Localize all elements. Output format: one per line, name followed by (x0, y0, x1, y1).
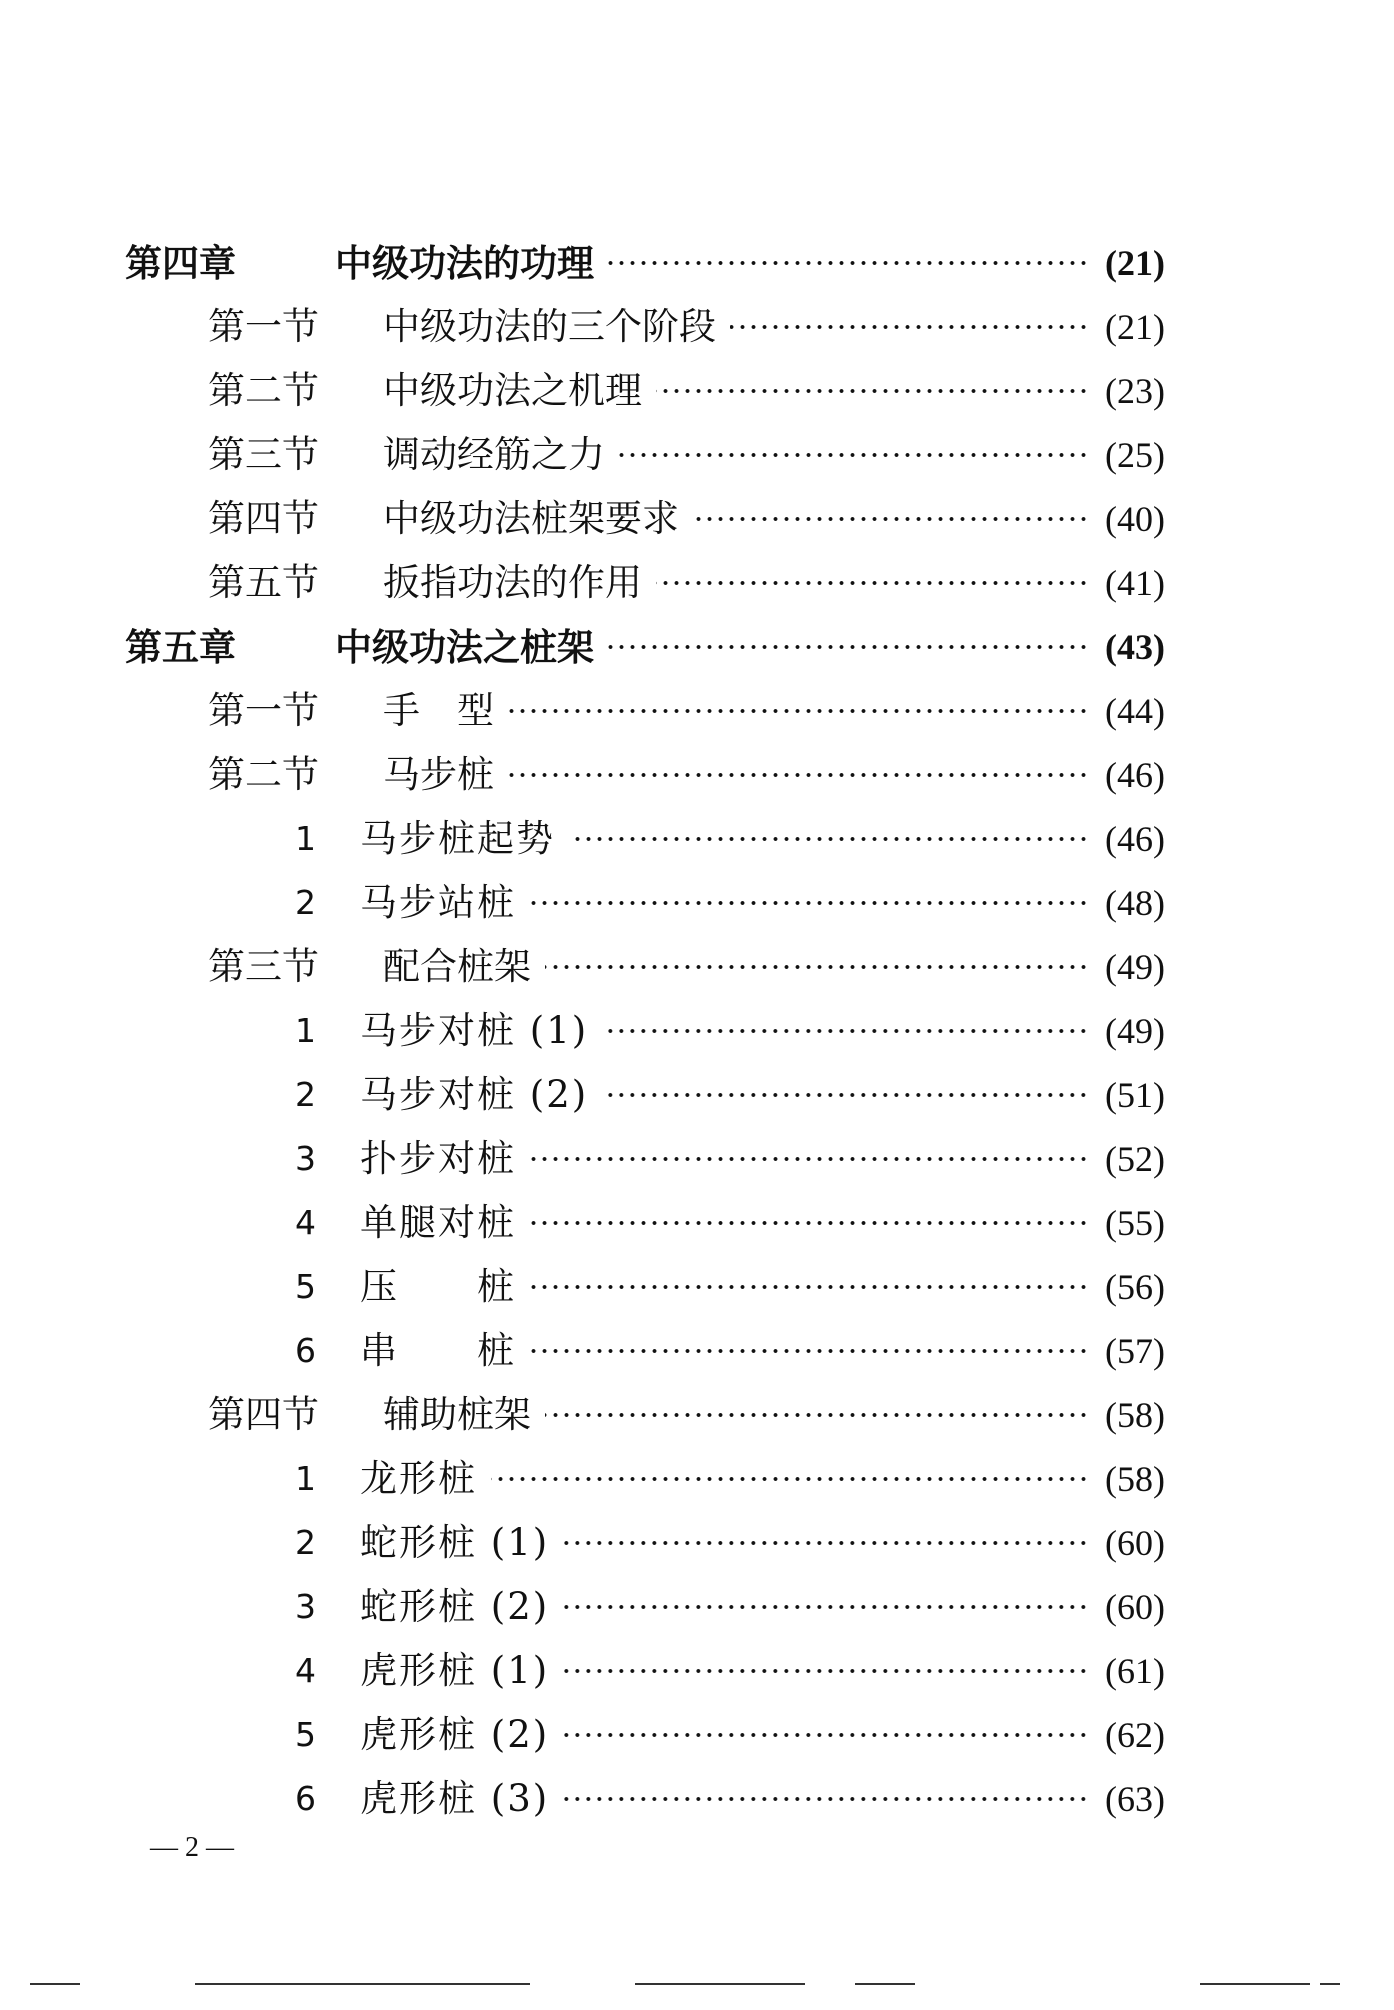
page-ref: (44) (1105, 691, 1165, 731)
item-number: 5 (295, 1715, 316, 1754)
chapter-number: 第四章 (125, 241, 236, 285)
toc-entry-item[interactable] (295, 1198, 1165, 1248)
dot-leader (563, 1732, 1089, 1738)
toc-entry-section[interactable] (208, 1390, 1165, 1440)
toc-entry-item[interactable] (295, 814, 1165, 864)
dot-leader (530, 1220, 1089, 1226)
page-ref: (58) (1105, 1395, 1165, 1435)
toc-entry-section[interactable] (208, 558, 1165, 608)
page-ref: (40) (1105, 499, 1165, 539)
section-number: 第五节 (208, 561, 319, 604)
dot-leader (602, 1028, 1089, 1034)
section-number: 第一节 (208, 689, 319, 732)
dot-leader (563, 1604, 1089, 1610)
toc-entry-item[interactable] (295, 1262, 1165, 1312)
dot-leader (608, 260, 1089, 266)
entry-title: 蛇形桩 (2) (360, 1585, 550, 1628)
page-ref: (49) (1105, 1011, 1165, 1051)
page-ref: (57) (1105, 1331, 1165, 1371)
page-ref: (46) (1105, 819, 1165, 859)
item-number: 2 (295, 883, 316, 922)
toc-entry-chapter[interactable] (125, 238, 1165, 288)
dot-leader (530, 1156, 1089, 1162)
entry-title: 马步对桩 (2) (360, 1073, 589, 1116)
toc-entry-section[interactable] (208, 302, 1165, 352)
page-ref: (61) (1105, 1651, 1165, 1691)
entry-title: 串 桩 (360, 1329, 516, 1372)
toc-entry-item[interactable] (295, 1326, 1165, 1376)
scan-edge-line (855, 1983, 915, 1985)
dot-leader (545, 964, 1089, 970)
chapter-number: 第五章 (125, 625, 236, 669)
toc-entry-section[interactable] (208, 494, 1165, 544)
item-number: 4 (295, 1651, 316, 1690)
item-number: 6 (295, 1331, 316, 1370)
toc-entry-item[interactable] (295, 1006, 1165, 1056)
dot-leader (530, 1348, 1089, 1354)
dot-leader (530, 900, 1089, 906)
item-number: 1 (295, 819, 316, 858)
section-number: 第三节 (208, 433, 319, 476)
entry-title: 扳指功法的作用 (383, 561, 642, 604)
entry-title: 虎形桩 (2) (360, 1713, 550, 1756)
page-ref: (49) (1105, 947, 1165, 987)
entry-title: 扑步对桩 (360, 1137, 516, 1180)
dot-leader (656, 580, 1089, 586)
entry-title: 手 型 (383, 689, 494, 732)
dot-leader (563, 1540, 1089, 1546)
toc-entry-section[interactable] (208, 366, 1165, 416)
dot-leader (693, 516, 1089, 522)
section-number: 第四节 (208, 497, 319, 540)
scan-edge-line (30, 1983, 80, 1985)
item-number: 2 (295, 1075, 316, 1114)
page-ref: (43) (1105, 627, 1165, 667)
dot-leader (530, 1284, 1089, 1290)
page-ref: (58) (1105, 1459, 1165, 1499)
page-ref: (41) (1105, 563, 1165, 603)
scan-edge-line (635, 1983, 805, 1985)
entry-title: 压 桩 (360, 1265, 516, 1308)
entry-title: 马步桩 (383, 753, 494, 796)
page-ref: (21) (1105, 243, 1165, 283)
dot-leader (545, 1412, 1089, 1418)
toc-entry-item[interactable] (295, 1774, 1165, 1824)
entry-title: 马步站桩 (360, 881, 516, 924)
item-number: 3 (295, 1587, 316, 1626)
scan-edge-line (195, 1983, 530, 1985)
dot-leader (491, 1476, 1089, 1482)
page-ref: (46) (1105, 755, 1165, 795)
entry-title: 配合桩架 (383, 945, 531, 988)
page-ref: (52) (1105, 1139, 1165, 1179)
page-ref: (56) (1105, 1267, 1165, 1307)
entry-title: 马步桩起势 (360, 817, 555, 860)
item-number: 4 (295, 1203, 316, 1242)
entry-title: 辅助桩架 (383, 1393, 531, 1436)
toc-entry-item[interactable] (295, 1582, 1165, 1632)
toc-entry-item[interactable] (295, 1518, 1165, 1568)
toc-entry-chapter[interactable] (125, 622, 1165, 672)
item-number: 2 (295, 1523, 316, 1562)
item-number: 3 (295, 1139, 316, 1178)
entry-title: 调动经筋之力 (383, 433, 605, 476)
entry-title: 蛇形桩 (1) (360, 1521, 550, 1564)
entry-title: 中级功法之机理 (383, 369, 642, 412)
dot-leader (508, 708, 1089, 714)
toc-entry-section[interactable] (208, 750, 1165, 800)
toc-entry-item[interactable] (295, 1646, 1165, 1696)
page-ref: (60) (1105, 1523, 1165, 1563)
toc-entry-item[interactable] (295, 1710, 1165, 1760)
toc-entry-item[interactable] (295, 1070, 1165, 1120)
entry-title: 中级功法的功理 (335, 241, 594, 285)
page-ref: (63) (1105, 1779, 1165, 1819)
page-number: — 2 — (150, 1832, 234, 1863)
dot-leader (569, 836, 1089, 842)
dot-leader (563, 1668, 1089, 1674)
toc-entry-item[interactable] (295, 1134, 1165, 1184)
entry-title: 中级功法桩架要求 (383, 497, 679, 540)
section-number: 第一节 (208, 305, 319, 348)
page-ref: (62) (1105, 1715, 1165, 1755)
page-ref: (48) (1105, 883, 1165, 923)
entry-title: 虎形桩 (3) (360, 1777, 550, 1820)
entry-title: 虎形桩 (1) (360, 1649, 550, 1692)
item-number: 6 (295, 1779, 316, 1818)
entry-title: 中级功法之桩架 (335, 625, 594, 669)
page-ref: (55) (1105, 1203, 1165, 1243)
page-ref: (60) (1105, 1587, 1165, 1627)
section-number: 第四节 (208, 1393, 319, 1436)
section-number: 第二节 (208, 369, 319, 412)
section-number: 第二节 (208, 753, 319, 796)
dot-leader (563, 1796, 1089, 1802)
toc-entry-section[interactable] (208, 942, 1165, 992)
dot-leader (730, 324, 1089, 330)
section-number: 第三节 (208, 945, 319, 988)
item-number: 5 (295, 1267, 316, 1306)
item-number: 1 (295, 1459, 316, 1498)
dot-leader (656, 388, 1089, 394)
scan-edge-line (1320, 1983, 1340, 1985)
page-ref: (21) (1105, 307, 1165, 347)
dot-leader (602, 1092, 1089, 1098)
entry-title: 龙形桩 (360, 1457, 477, 1500)
toc-entry-section[interactable] (208, 430, 1165, 480)
dot-leader (619, 452, 1089, 458)
entry-title: 中级功法的三个阶段 (383, 305, 716, 348)
page-ref: (51) (1105, 1075, 1165, 1115)
item-number: 1 (295, 1011, 316, 1050)
toc-entry-section[interactable] (208, 686, 1165, 736)
toc-entry-item[interactable] (295, 1454, 1165, 1504)
page-ref: (25) (1105, 435, 1165, 475)
toc-entry-item[interactable] (295, 878, 1165, 928)
entry-title: 马步对桩 (1) (360, 1009, 589, 1052)
scan-edge-line (1200, 1983, 1310, 1985)
dot-leader (608, 644, 1089, 650)
page-ref: (23) (1105, 371, 1165, 411)
entry-title: 单腿对桩 (360, 1201, 516, 1244)
dot-leader (508, 772, 1089, 778)
